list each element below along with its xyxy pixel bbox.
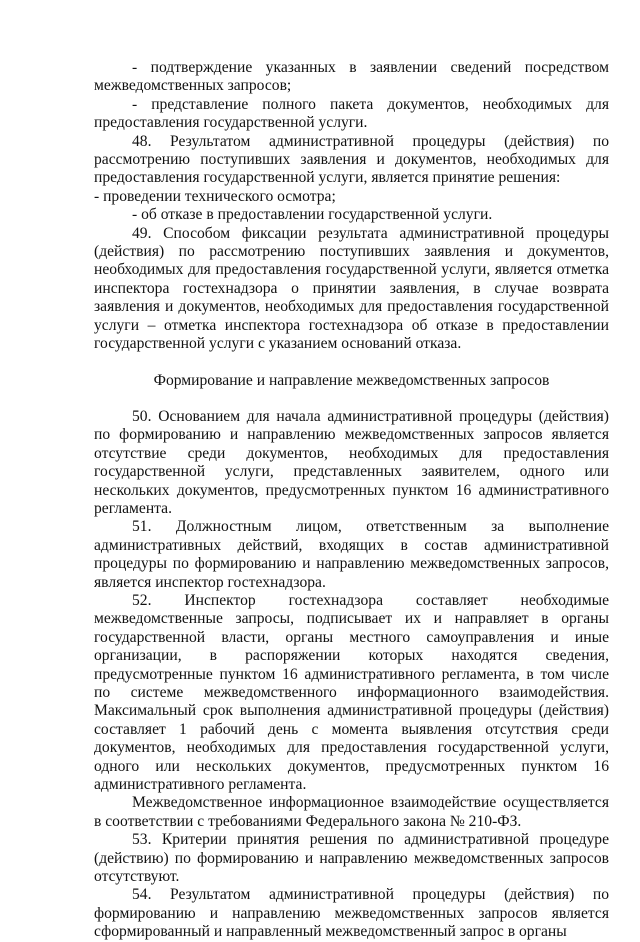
- paragraph-interaction: Межведомственное информационное взаимодействие осуществляется в соответствии с требованиями Федерального закона № 210-ФЗ.: [94, 794, 609, 830]
- paragraph-48: 48. Результатом административной процедуры (действия) по рассмотрению поступивших заявления и документов, необходимых для предоставления государственной услуги, является принятие решения:: [94, 132, 609, 187]
- paragraph-50: 50. Основанием для начала административной процедуры (действия) по формированию и направлению межведомственных запросов является отсутствие среди документов, необходимых для предоставления государственной услуги, представленных заявителем, одного или нескольких документов, предусмотренных пунктом 16 административного регламента.: [94, 407, 609, 517]
- paragraph-option-2: - об отказе в предоставлении государственной услуги.: [132, 206, 493, 224]
- paragraph-option-1: - проведении технического осмотра;: [94, 187, 336, 205]
- document-body: [94, 59, 609, 942]
- paragraph-49: 49. Способом фиксации результата административной процедуры (действия) по рассмотрению поступивших заявления и документов, необходимых для предоставления государственной услуги, является отметка инспектора гостехнадзора о принятии заявления, в случае возврата заявления и документов, необходимых для предоставления государственной услуги – отметка инспектора гостехнадзора об отказе в предоставлении государственной услуги с указанием оснований отказа.: [94, 224, 609, 353]
- paragraph-51: 51. Должностным лицом, ответственным за выполнение административных действий, входящих в состав административной процедуры по формированию и направлению межведомственных запросов, является инспектор гостехнадзора.: [94, 518, 609, 591]
- paragraph-dash-1: - подтверждение указанных в заявлении сведений посредством межведомственных запросов;: [94, 59, 609, 95]
- section-heading: Формирование и направление межведомственных запросов: [153, 371, 550, 389]
- paragraph-dash-2: - представление полного пакета документов, необходимых для предоставления государственной услуги.: [94, 95, 609, 132]
- paragraph-53: 53. Критерии принятия решения по административной процедуре (действию) по формированию и направлению межведомственных запросов отсутствуют.: [94, 831, 609, 886]
- paragraph-54: 54. Результатом административной процедуры (действия) по формированию и направлению межведомственных запросов является сформированный и направленный межведомственный запрос в органы: [94, 886, 609, 941]
- paragraph-52: 52. Инспектор гостехнадзора составляет необходимые межведомственные запросы, подписывает их и направляет в органы государственной власти, органы местного самоуправления и иные организации, в распоряжении которых находятся сведения, предусмотренные пунктом 16 административного регламента, в том числе по системе межведомственного информационного взаимодействия. Максимальный срок выполнения административной процедуры (действия) составляет 1 рабочий день с момента выявления отсутствия среди документов, необходимых для предоставления государственной услуги, одного или нескольких документов, предусмотренных пунктом 16 административного регламента.: [94, 591, 609, 794]
